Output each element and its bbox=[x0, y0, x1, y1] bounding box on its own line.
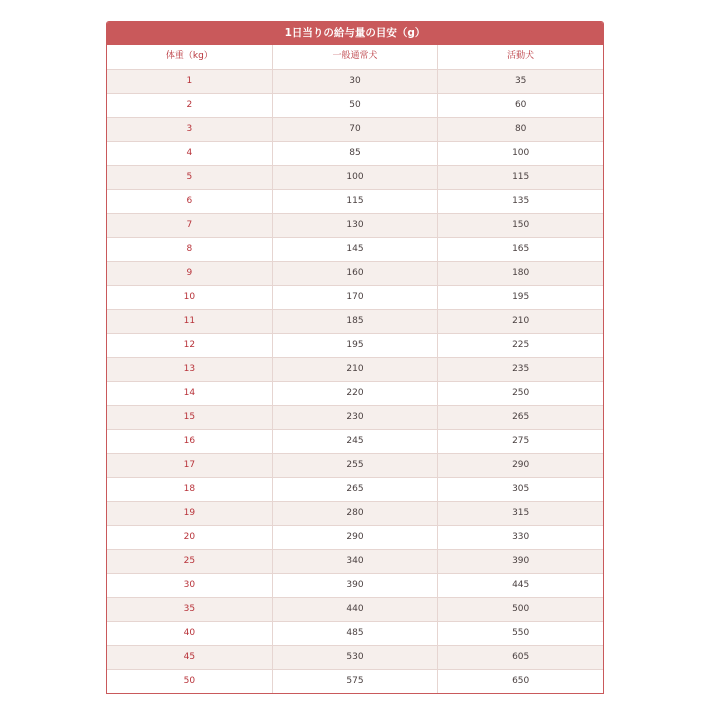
normal-dog-cell: 340 bbox=[272, 550, 438, 573]
weight-cell: 7 bbox=[186, 220, 193, 230]
normal-dog-cell: 130 bbox=[272, 214, 438, 237]
table-row bbox=[107, 165, 603, 189]
weight-cell: 1 bbox=[186, 76, 193, 86]
normal-dog-cell: 220 bbox=[272, 382, 438, 405]
weight-cell: 5 bbox=[186, 172, 193, 182]
normal-dog-cell: 85 bbox=[272, 142, 438, 165]
weight-cell: 2 bbox=[186, 100, 193, 110]
table-row bbox=[107, 453, 603, 477]
active-dog-cell: 165 bbox=[437, 238, 603, 261]
weight-cell: 3 bbox=[186, 124, 193, 134]
active-dog-cell: 500 bbox=[437, 598, 603, 621]
table-row bbox=[107, 141, 603, 165]
weight-cell: 16 bbox=[183, 436, 196, 446]
table-row bbox=[107, 261, 603, 285]
active-dog-cell: 305 bbox=[437, 478, 603, 501]
normal-dog-cell: 195 bbox=[272, 334, 438, 357]
feeding-amount-table bbox=[106, 21, 604, 694]
active-dog-cell: 265 bbox=[437, 406, 603, 429]
active-dog-cell: 35 bbox=[437, 70, 603, 93]
table-row bbox=[107, 429, 603, 453]
table-row bbox=[107, 213, 603, 237]
active-dog-cell: 275 bbox=[437, 430, 603, 453]
active-dog-cell: 210 bbox=[437, 310, 603, 333]
active-dog-cell: 80 bbox=[437, 118, 603, 141]
normal-dog-cell: 70 bbox=[272, 118, 438, 141]
table-row bbox=[107, 645, 603, 669]
normal-dog-cell: 210 bbox=[272, 358, 438, 381]
table-row bbox=[107, 189, 603, 213]
normal-dog-cell: 575 bbox=[272, 670, 438, 693]
normal-dog-cell: 255 bbox=[272, 454, 438, 477]
weight-cell: 20 bbox=[183, 532, 196, 542]
normal-dog-cell: 230 bbox=[272, 406, 438, 429]
table-row bbox=[107, 573, 603, 597]
normal-dog-cell: 245 bbox=[272, 430, 438, 453]
weight-cell: 45 bbox=[183, 652, 196, 662]
weight-cell: 35 bbox=[183, 604, 196, 614]
normal-dog-cell: 50 bbox=[272, 94, 438, 117]
table-row bbox=[107, 477, 603, 501]
weight-cell: 30 bbox=[183, 580, 196, 590]
table-row bbox=[107, 237, 603, 261]
normal-dog-cell: 170 bbox=[272, 286, 438, 309]
weight-cell: 9 bbox=[186, 268, 193, 278]
table-body bbox=[107, 69, 603, 693]
active-dog-cell: 650 bbox=[437, 670, 603, 693]
active-dog-cell: 315 bbox=[437, 502, 603, 525]
active-dog-cell: 135 bbox=[437, 190, 603, 213]
weight-cell: 19 bbox=[183, 508, 196, 518]
active-dog-cell: 290 bbox=[437, 454, 603, 477]
weight-cell: 17 bbox=[183, 460, 196, 470]
normal-dog-cell: 115 bbox=[272, 190, 438, 213]
normal-dog-cell: 160 bbox=[272, 262, 438, 285]
weight-cell: 4 bbox=[186, 148, 193, 158]
normal-dog-cell: 390 bbox=[272, 574, 438, 597]
table-row bbox=[107, 69, 603, 93]
active-dog-cell: 225 bbox=[437, 334, 603, 357]
header-normal-dog: 一般通常犬 bbox=[272, 45, 438, 69]
active-dog-cell: 250 bbox=[437, 382, 603, 405]
weight-cell: 6 bbox=[186, 196, 193, 206]
active-dog-cell: 445 bbox=[437, 574, 603, 597]
header-active-dog: 活動犬 bbox=[437, 45, 603, 69]
weight-cell: 18 bbox=[183, 484, 196, 494]
active-dog-cell: 390 bbox=[437, 550, 603, 573]
weight-cell: 8 bbox=[186, 244, 193, 254]
table-row bbox=[107, 381, 603, 405]
active-dog-cell: 100 bbox=[437, 142, 603, 165]
table-row bbox=[107, 117, 603, 141]
table-row bbox=[107, 669, 603, 693]
weight-cell: 11 bbox=[183, 316, 196, 326]
weight-cell: 25 bbox=[183, 556, 196, 566]
normal-dog-cell: 485 bbox=[272, 622, 438, 645]
active-dog-cell: 195 bbox=[437, 286, 603, 309]
normal-dog-cell: 30 bbox=[272, 70, 438, 93]
table-row bbox=[107, 501, 603, 525]
active-dog-cell: 550 bbox=[437, 622, 603, 645]
table-row bbox=[107, 549, 603, 573]
active-dog-cell: 60 bbox=[437, 94, 603, 117]
weight-cell: 12 bbox=[183, 340, 196, 350]
active-dog-cell: 605 bbox=[437, 646, 603, 669]
weight-cell: 50 bbox=[183, 676, 196, 686]
active-dog-cell: 115 bbox=[437, 166, 603, 189]
table-row bbox=[107, 597, 603, 621]
normal-dog-cell: 440 bbox=[272, 598, 438, 621]
table-row bbox=[107, 93, 603, 117]
table-header-row bbox=[107, 45, 603, 69]
table-row bbox=[107, 621, 603, 645]
active-dog-cell: 180 bbox=[437, 262, 603, 285]
weight-cell: 15 bbox=[183, 412, 196, 422]
active-dog-cell: 330 bbox=[437, 526, 603, 549]
normal-dog-cell: 530 bbox=[272, 646, 438, 669]
weight-cell: 13 bbox=[183, 364, 196, 374]
table-title: 1日当りの給与量の目安（g） bbox=[107, 22, 603, 45]
normal-dog-cell: 100 bbox=[272, 166, 438, 189]
weight-cell: 10 bbox=[183, 292, 196, 302]
active-dog-cell: 150 bbox=[437, 214, 603, 237]
table-row bbox=[107, 309, 603, 333]
active-dog-cell: 235 bbox=[437, 358, 603, 381]
normal-dog-cell: 145 bbox=[272, 238, 438, 261]
normal-dog-cell: 280 bbox=[272, 502, 438, 525]
header-weight: 体重（kg） bbox=[165, 51, 213, 61]
table-row bbox=[107, 357, 603, 381]
table-row bbox=[107, 405, 603, 429]
weight-cell: 14 bbox=[183, 388, 196, 398]
table-row bbox=[107, 525, 603, 549]
normal-dog-cell: 265 bbox=[272, 478, 438, 501]
normal-dog-cell: 290 bbox=[272, 526, 438, 549]
weight-cell: 40 bbox=[183, 628, 196, 638]
table-row bbox=[107, 333, 603, 357]
normal-dog-cell: 185 bbox=[272, 310, 438, 333]
table-row bbox=[107, 285, 603, 309]
